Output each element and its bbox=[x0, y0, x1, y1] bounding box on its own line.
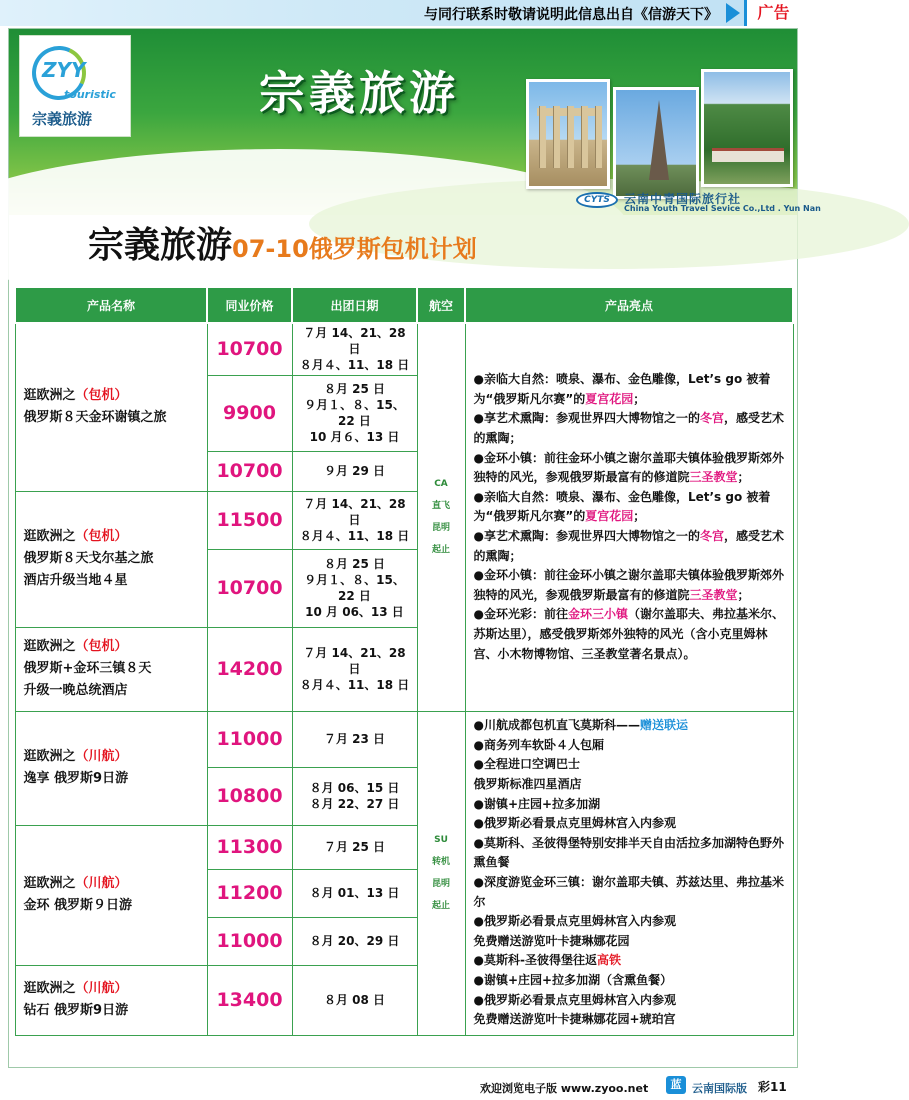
product-line: 钻石 俄罗斯9日游 bbox=[23, 1003, 129, 1018]
highlight-item: ●全程进口空调巴士 bbox=[473, 757, 580, 772]
plan-title-brand: 宗義旅游 bbox=[88, 225, 233, 266]
date-line: 10 月 06、13 日 bbox=[305, 605, 404, 619]
date-line: ９月 29 日 bbox=[323, 464, 386, 478]
highlight-text: ●享艺术熏陶：参观世界四大博物馆之一的 bbox=[473, 411, 700, 426]
date-line: ８月４、11、18 日 bbox=[299, 678, 410, 692]
highlight-item: ●俄罗斯必看景点克里姆林宫入内参观 bbox=[473, 914, 676, 929]
agency-logo bbox=[576, 190, 821, 213]
highlight-text: ●金环小镇：前往金环小镇之谢尔盖耶夫镇体验俄罗斯郊外独特的风光，参观俄罗斯最富有的修道院 bbox=[473, 568, 784, 602]
header-price: 同业价格 bbox=[207, 287, 292, 323]
date-line: ７月 14、21、28 bbox=[303, 326, 406, 341]
price-cell: 11300 bbox=[207, 825, 292, 869]
product-line: 逸享 俄罗斯9日游 bbox=[23, 771, 129, 786]
date-line: 日 bbox=[348, 342, 361, 357]
highlight-text: ； bbox=[737, 587, 750, 602]
dates-cell bbox=[292, 375, 417, 451]
highlights-cell bbox=[465, 323, 793, 711]
highlight-text: （谢尔盖耶夫、弗拉基米尔、苏斯达里），感受俄罗斯郊外独特的风光（含小克里姆林宫、小木物博物馆、三圣教堂著名景点）。 bbox=[473, 607, 785, 661]
airline-line: 转机 bbox=[431, 857, 450, 867]
price-cell: 11000 bbox=[207, 917, 292, 965]
date-line: ８月 20、29 日 bbox=[309, 934, 400, 948]
edition-icon: 蓝 bbox=[666, 1076, 686, 1094]
highlight-item: ●俄罗斯必看景点克里姆林宫入内参观 bbox=[473, 816, 676, 831]
highlight-text: ●莫斯科-圣彼得堡往返 bbox=[473, 953, 597, 968]
temple-column bbox=[539, 106, 546, 168]
highlight-item: ●谢镇+庄园+拉多加湖 bbox=[473, 796, 601, 811]
highlight-emphasis: 赠送联运 bbox=[639, 718, 688, 733]
date-line: 日 bbox=[348, 662, 361, 676]
price-cell: 14200 bbox=[207, 627, 292, 711]
airline-cell bbox=[417, 323, 465, 711]
dates-cell bbox=[292, 825, 417, 869]
temple-column bbox=[581, 106, 588, 168]
top-notice-bar bbox=[0, 0, 800, 26]
highlight-text: ，感受艺术的熏陶； bbox=[473, 529, 785, 563]
eiffel-tower-photo bbox=[613, 87, 699, 199]
plan-title bbox=[88, 217, 477, 268]
date-line: ７月 23 日 bbox=[323, 732, 386, 746]
product-line: 升级一晚总统酒店 bbox=[23, 683, 128, 698]
temple-photo bbox=[526, 79, 610, 189]
highlight-text: ●金环小镇：前往金环小镇之谢尔盖耶夫镇体验俄罗斯郊外独特的风光，参观俄罗斯最富有的修道院 bbox=[473, 450, 784, 485]
logo-cn-text: 宗義旅游 bbox=[32, 110, 93, 128]
highlight-item bbox=[474, 951, 787, 971]
date-line: ８月 08 日 bbox=[323, 993, 386, 1007]
dates-cell bbox=[292, 549, 417, 627]
dates-cell bbox=[292, 323, 417, 375]
temple-column bbox=[567, 106, 574, 168]
product-line: 俄罗斯８天金环谢镇之旅 bbox=[23, 410, 167, 426]
date-line: ７月 14、21、28 bbox=[303, 497, 406, 511]
highlight-item: ●莫斯科、圣彼得堡特别安排半天自由活拉多加湖特色野外熏鱼餐 bbox=[473, 835, 784, 870]
highlight-text: ●享艺术熏陶：参观世界四大博物馆之一的 bbox=[473, 529, 700, 544]
highlight-text: ； bbox=[633, 509, 646, 524]
airline-line: 昆明 bbox=[431, 523, 450, 534]
agency-name-en: China Youth Travel Sevice Co.,Ltd . Yun Nan bbox=[624, 204, 821, 213]
product-line: 逛欧洲之 bbox=[23, 749, 76, 764]
product-tag: （川航） bbox=[75, 981, 128, 996]
temple-column bbox=[595, 106, 602, 168]
highlight-emphasis: 冬宫 bbox=[699, 529, 724, 544]
highlight-text: ，感受艺术的熏陶； bbox=[473, 411, 785, 446]
dates-cell bbox=[292, 767, 417, 825]
header-product: 产品名称 bbox=[15, 287, 207, 323]
valley-town-photo bbox=[701, 69, 793, 187]
date-line: 日 bbox=[348, 513, 361, 527]
banner bbox=[9, 29, 821, 215]
tower-shape bbox=[649, 100, 669, 180]
highlight-text: ●亲临大自然：喷泉、瀑布、金色雕像，Let’s go 被着为“俄罗斯凡尔赛”的 bbox=[473, 372, 771, 406]
header-highlights: 产品亮点 bbox=[465, 287, 793, 323]
product-tag: （包机） bbox=[75, 388, 128, 404]
product-cell bbox=[15, 965, 207, 1035]
highlight-emphasis: 金环三小镇 bbox=[567, 607, 628, 622]
date-line: 22 日 bbox=[338, 414, 371, 428]
date-line: ８月 25 日 bbox=[323, 557, 386, 571]
notice-text: 与同行联系时敬请说明此信息出自《信游天下》 bbox=[424, 7, 718, 23]
product-tag: （川航） bbox=[75, 749, 128, 764]
highlight-item bbox=[474, 716, 787, 736]
price-cell: 10800 bbox=[207, 767, 292, 825]
highlight-emphasis: 夏宫花园 bbox=[585, 391, 634, 406]
price-cell: 11000 bbox=[207, 711, 292, 767]
footer-edition: 云南国际版 bbox=[692, 1082, 747, 1095]
logo bbox=[19, 35, 131, 137]
highlight-text: ； bbox=[737, 470, 750, 485]
date-line: 10 月６、13 日 bbox=[309, 430, 400, 444]
price-cell: 11200 bbox=[207, 869, 292, 917]
product-tag: （川航） bbox=[75, 876, 128, 891]
highlight-item bbox=[474, 605, 787, 664]
ad-label: 广告 bbox=[744, 0, 800, 26]
highlight-item: ●俄罗斯必看景点克里姆林宫入内参观 bbox=[473, 992, 676, 1007]
town-shape bbox=[712, 148, 784, 162]
price-cell: 10700 bbox=[207, 451, 292, 491]
product-cell bbox=[15, 491, 207, 627]
price-cell: 10700 bbox=[207, 323, 292, 375]
product-line: 逛欧洲之 bbox=[23, 388, 76, 404]
airline-line: 起止 bbox=[431, 901, 450, 911]
header-dates: 出团日期 bbox=[292, 287, 417, 323]
table-row bbox=[15, 323, 793, 375]
product-line: 俄罗斯８天戈尔基之旅 bbox=[23, 551, 154, 566]
highlight-item: ●商务列车软卧４人包厢 bbox=[473, 737, 604, 752]
highlight-text: ●金环光彩：前往 bbox=[473, 607, 568, 622]
highlight-item bbox=[474, 449, 787, 488]
agency-badge: CYTS bbox=[576, 192, 618, 208]
date-line: ７月 14、21、28 bbox=[303, 646, 406, 660]
product-line: 逛欧洲之 bbox=[23, 876, 76, 891]
highlight-item: 免费赠送游览叶卡捷琳娜花园+琥珀宫 bbox=[473, 1012, 676, 1027]
airline-cell bbox=[417, 711, 465, 1035]
table-header-row bbox=[15, 287, 793, 323]
dates-cell bbox=[292, 627, 417, 711]
product-line: 逛欧洲之 bbox=[23, 981, 76, 996]
highlight-emphasis: 高铁 bbox=[596, 953, 621, 968]
highlight-emphasis: 三圣教堂 bbox=[689, 470, 738, 485]
highlight-item: ●深度游览金环三镇：谢尔盖耶夫镇、苏兹达里、弗拉基米尔 bbox=[473, 875, 784, 909]
date-line: ８月 06、15 日 bbox=[309, 781, 400, 795]
price-cell: 10700 bbox=[207, 549, 292, 627]
logo-mark: ZYY bbox=[42, 58, 86, 82]
highlight-text: ●亲临大自然：喷泉、瀑布、金色雕像，Let’s go 被着为“俄罗斯凡尔赛”的 bbox=[473, 489, 771, 524]
date-line: ８月４、11、18 日 bbox=[299, 529, 410, 543]
product-line: 逛欧洲之 bbox=[23, 529, 76, 544]
product-line: 酒店升级当地４星 bbox=[23, 573, 128, 588]
product-line: 俄罗斯+金环三镇８天 bbox=[23, 661, 152, 676]
product-tag: （包机） bbox=[75, 639, 128, 654]
highlights-cell bbox=[465, 711, 793, 1035]
date-line: ８月 25 日 bbox=[323, 382, 386, 396]
highlight-item bbox=[474, 488, 787, 527]
footer-welcome: 欢迎浏览电子版 www.zyoo.net bbox=[480, 1082, 649, 1095]
highlight-item: 免费赠送游览叶卡捷琳娜花园 bbox=[473, 933, 630, 948]
date-line: ９月１、８、15、 bbox=[304, 398, 405, 412]
logo-en-text: touristic bbox=[64, 88, 116, 101]
highlight-text: ●川航成都包机直飞莫斯科—— bbox=[473, 718, 640, 733]
arrow-icon bbox=[726, 3, 740, 23]
date-line: 22 日 bbox=[338, 589, 371, 603]
dates-cell bbox=[292, 965, 417, 1035]
dates-cell bbox=[292, 917, 417, 965]
highlight-item bbox=[474, 409, 787, 448]
page-number: 彩11 bbox=[758, 1080, 787, 1094]
dates-cell bbox=[292, 869, 417, 917]
tour-table bbox=[14, 286, 794, 1036]
brand-title: 宗義旅游 bbox=[259, 66, 459, 120]
highlight-item: 俄罗斯标准四星酒店 bbox=[473, 777, 582, 792]
highlight-item bbox=[474, 370, 787, 409]
airline-code: CA bbox=[434, 479, 448, 490]
highlight-emphasis: 三圣教堂 bbox=[689, 587, 738, 602]
highlight-text: ； bbox=[633, 391, 646, 406]
product-cell bbox=[15, 825, 207, 965]
product-line: 金环 俄罗斯９日游 bbox=[23, 898, 133, 913]
airline-line: 起止 bbox=[431, 545, 450, 556]
date-line: ８月４、11、18 日 bbox=[299, 358, 410, 373]
product-cell bbox=[15, 627, 207, 711]
highlight-item: ●谢镇+庄园+拉多加湖（含熏鱼餐） bbox=[473, 972, 673, 987]
highlight-emphasis: 夏宫花园 bbox=[585, 509, 634, 524]
date-line: ８月 01、13 日 bbox=[309, 886, 400, 900]
date-line: ８月 22、27 日 bbox=[309, 797, 400, 811]
dates-cell bbox=[292, 491, 417, 549]
plan-title-text: 07-10俄罗斯包机计划 bbox=[232, 235, 477, 263]
airline-code: SU bbox=[434, 835, 448, 845]
price-cell: 11500 bbox=[207, 491, 292, 549]
dates-cell bbox=[292, 711, 417, 767]
product-cell bbox=[15, 711, 207, 825]
airline-line: 昆明 bbox=[431, 879, 450, 889]
header-airline: 航空 bbox=[417, 287, 465, 323]
product-line: 逛欧洲之 bbox=[23, 639, 76, 654]
temple-column bbox=[553, 106, 560, 168]
footer bbox=[480, 1074, 800, 1098]
highlight-emphasis: 冬宫 bbox=[699, 411, 724, 426]
highlight-item bbox=[474, 527, 787, 566]
price-cell: 9900 bbox=[207, 375, 292, 451]
dates-cell bbox=[292, 451, 417, 491]
highlight-item bbox=[474, 566, 787, 605]
date-line: ９月１、８、15、 bbox=[304, 573, 405, 587]
date-line: ７月 25 日 bbox=[323, 840, 386, 854]
agency-name: 云南中青国际旅行社 bbox=[624, 192, 742, 206]
price-cell: 13400 bbox=[207, 965, 292, 1035]
airline-line: 直飞 bbox=[431, 501, 450, 512]
product-tag: （包机） bbox=[75, 529, 128, 544]
product-cell bbox=[15, 323, 207, 491]
table-row bbox=[15, 711, 793, 767]
